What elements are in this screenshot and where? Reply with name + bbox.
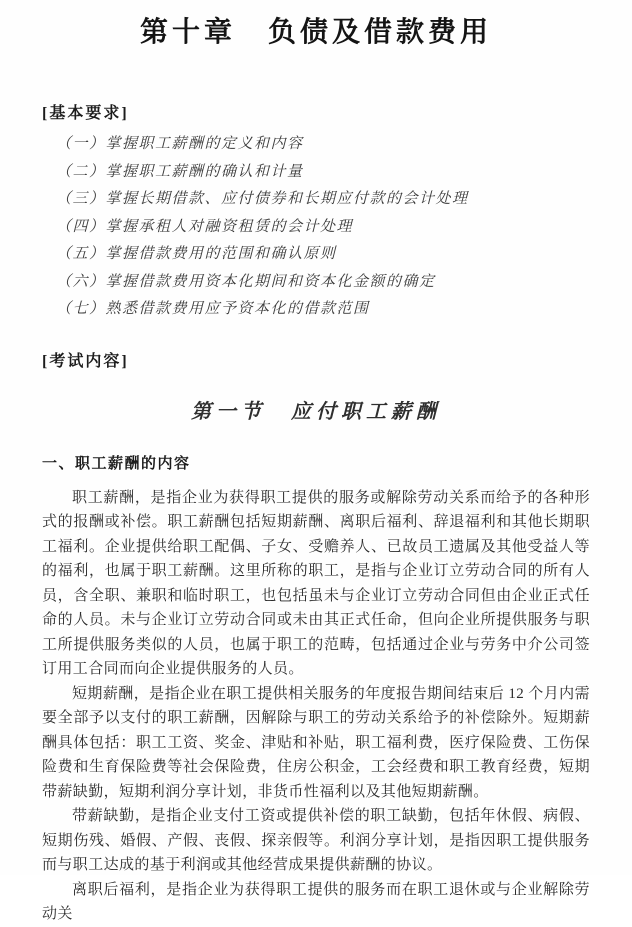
requirement-item-3: （三）掌握长期借款、应付债券和长期应付款的会计处理 — [56, 191, 469, 207]
body-paragraph-1: 职工薪酬，是指企业为获得职工提供的服务或解除劳动关系而给予的各种形式的报酬或补偿。职工薪酬包括短期薪酬、离职后福利、辞退福利和其他长期职工福利。企业提供给职工配偶、子女、受赡养人、已故员工遗属及其他受益人等的福利，也属于职工薪酬。这里所称的职工，是指与企业订立劳动合同的所有人员，含全职、兼职和临时职工，也包括虽未与企业订立劳动合同但由企业正式任命的人员。未与企业订立劳动合同或未由其正式任命，但向企业所提供服务与职工所提供服务类似的人员，也属于职工的范畴，包括通过企业与劳务中介公司签订用工合同而向企业提供服务的人员。 — [42, 489, 590, 677]
requirement-item-1: （一）掌握职工薪酬的定义和内容 — [56, 136, 304, 152]
section-title: 第一节 应付职工薪酬 — [191, 400, 441, 423]
body-text — [42, 486, 590, 927]
requirement-item-7: （七）熟悉借款费用应予资本化的借款范围 — [56, 301, 370, 317]
body-paragraph-3: 带薪缺勤，是指企业支付工资或提供补偿的职工缺勤，包括年休假、病假、短期伤残、婚假、产假、丧假、探亲假等。利润分享计划，是指因职工提供服务而与职工达成的基于利润或其他经营成果提供薪酬的协议。 — [42, 808, 590, 873]
requirement-item-2: （二）掌握职工薪酬的确认和计量 — [56, 163, 304, 180]
body-paragraph-2: 短期薪酬，是指企业在职工提供相关服务的年度报告期间结束后 12 个月内需要全部予以支付的职工薪酬，因解除与职工的劳动关系给予的补偿除外。短期薪酬具体包括：职工工资、奖金、津贴和补贴，职工福利费，医疗保险费、工伤保险费和生育保险费等社会保险费，住房公积金，工会经费和职工教育经费，短期带薪缺勤，短期利润分享计划，非货币性福利以及其他短期薪酬。 — [42, 685, 590, 800]
basic-requirements-label: [基本要求] — [42, 105, 129, 122]
requirement-item-6: （六）掌握借款费用资本化期间和资本化金额的确定 — [56, 273, 436, 290]
requirement-item-4: （四）掌握承租人对融资租赁的会计处理 — [56, 218, 354, 235]
body-paragraph-4: 离职后福利，是指企业为获得职工提供的服务而在职工退休或与企业解除劳动关 — [42, 881, 590, 922]
exam-content-label: [考试内容] — [42, 352, 129, 370]
requirement-item-5: （五）掌握借款费用的范围和确认原则 — [56, 246, 337, 262]
chapter-title: 第十章 负债及借款费用 — [139, 17, 492, 48]
basic-requirements-list — [42, 131, 590, 324]
subsection-heading: 一、职工薪酬的内容 — [42, 455, 191, 472]
